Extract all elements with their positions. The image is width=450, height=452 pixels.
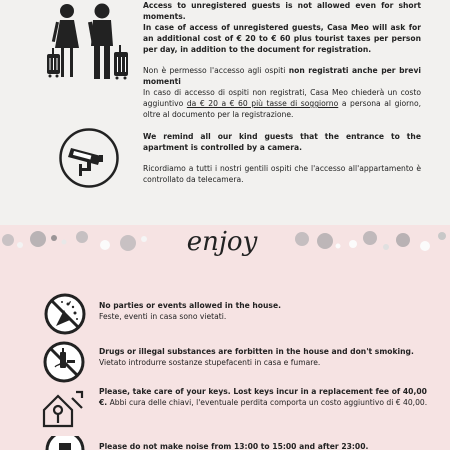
rule-drugs xyxy=(99,346,429,368)
no-drugs-smoking-icon xyxy=(43,341,85,383)
rule-keys-it: Abbi cura delle chiavi, l'eventuale perdita comporta un costo aggiuntivo di € 40,00. xyxy=(107,398,428,407)
guests-it-p2-b: a persona al giorno, oltre al documento per la registrazione. xyxy=(143,99,422,119)
house-key-icon xyxy=(38,386,88,432)
rule-noise xyxy=(99,441,429,452)
guests-it-p1-b: non registrati anche per brevi momenti xyxy=(143,66,421,86)
guests-it-p1 xyxy=(143,65,421,87)
camera-it: Ricordiamo a tutti i nostri gentili ospiti che l'accesso all'appartamento è controllato da telecamera. xyxy=(143,164,421,184)
camera-text xyxy=(143,131,421,185)
rule-party-it: Feste, eventi in casa sono vietati. xyxy=(99,312,227,321)
enjoy-text: enjoy xyxy=(186,227,258,257)
guests-it-p1-a: Non è permesso l'accesso agli ospiti xyxy=(143,66,286,75)
rule-party-en: No parties or events allowed in the house. xyxy=(99,301,281,310)
decorative-dots-left xyxy=(0,226,150,256)
guests-it-p2 xyxy=(143,87,421,120)
rule-party xyxy=(99,300,429,322)
enjoy-script xyxy=(172,222,272,266)
rule-keys-en: Please, take care of your keys. Lost keys incur in a replacement fee of 40,00 €. xyxy=(99,387,427,407)
no-noise-icon xyxy=(45,436,85,450)
security-camera-icon xyxy=(59,128,119,188)
guests-text xyxy=(143,0,421,120)
guests-it-p2-a: In caso di accesso di ospiti non registrati, Casa Meo chiederà un costo aggiuntivo xyxy=(143,88,421,108)
camera-en: We remind all our kind guests that the entrance to the apartment is controlled by a camera. xyxy=(143,132,421,152)
guests-en-rest: In case of access of unregistered guests, Casa Meo will ask for an additional cost of € 20 to € 60 plus tourist taxes per person per day, in addition to the document for registration. xyxy=(143,23,421,54)
rule-noise-en: Please do not make noise from 13:00 to 15:00 and after 23:00. xyxy=(99,442,369,451)
rule-drugs-it: Vietato introdurre sostanze stupefacenti in casa e fumare. xyxy=(99,358,321,367)
rule-keys xyxy=(99,386,429,408)
guests-en-line1: Access to unregistered guests is not allowed even for short moments. xyxy=(143,1,421,21)
guests-it-p2-u: da € 20 a € 60 più tasse di soggiorno xyxy=(186,99,339,108)
decorative-dots-right xyxy=(290,226,450,258)
rule-drugs-en: Drugs or illegal substances are forbitten in the house and don't smoking. xyxy=(99,347,414,356)
rule-keys-text xyxy=(99,386,429,408)
no-party-icon xyxy=(44,293,86,335)
couple-travelers-icon xyxy=(44,2,132,86)
